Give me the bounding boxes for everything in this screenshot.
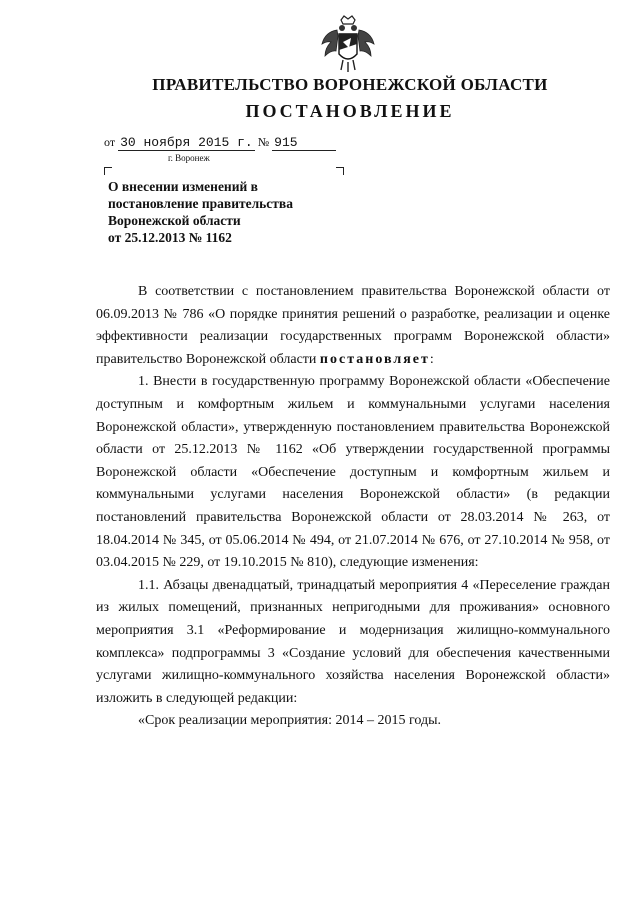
subject-line: от 25.12.2013 № 1162 (108, 230, 232, 245)
city-label: г. Воронеж (168, 153, 210, 163)
government-title: ПРАВИТЕЛЬСТВО ВОРОНЕЖСКОЙ ОБЛАСТИ (152, 75, 548, 94)
paragraph-item-1-1: 1.1. Абзацы двенадцатый, тринадцатый мероприятия 4 «Переселение граждан из жилых помещений, признанных непригодными для проживания» основного мероприятия 3.1 «Реформирование и модернизация жилищно-коммунального комплекса» подпрограммы 3 «Создание условий для обеспечения качественными услугами жилищно-коммунального хозяйства населения Воронежской области» изложить в следующей редакции: (96, 577, 610, 706)
document-body (96, 281, 610, 733)
subject-line: О внесении изменений в (108, 179, 258, 194)
preamble-colon: : (429, 351, 434, 367)
subject-corner-right (336, 167, 344, 175)
number-label: № (257, 135, 270, 149)
document-number: 915 (272, 135, 336, 151)
document-type-title: ПОСТАНОВЛЕНИЕ (245, 101, 455, 121)
date-number-line (104, 135, 336, 151)
paragraph-quote-start: «Срок реализации мероприятия: 2014 – 2015 годы. (138, 713, 442, 729)
paragraph-preamble (96, 281, 610, 371)
document-subject (108, 178, 348, 246)
document-date: 30 ноября 2015 г. (120, 135, 253, 150)
paragraph-item-1: 1. Внести в государственную программу Воронежской области «Обеспечение доступным и комфортным жильем и коммунальными услугами населения Воронежской области», утвержденную постановлением правительства Воронежской области от 25.12.2013 № 1162 «Об утверждении государственной программы Воронежской области «Обеспечение доступным и комфортным жильем и коммунальными услугами населения Воронежской области» (в редакции постановлений правительства Воронежской области от 28.03.2014 № 263, от 18.04.2014 № 345, от 05.06.2014 № 494, от 21.07.2014 № 676, от 27.10.2014 № 958, от 03.04.2015 № 229, от 19.10.2015 № 810), следующие изменения: (96, 374, 610, 571)
preamble-text: В соответствии с постановлением правительства Воронежской области от 06.09.2013 № 786 «О порядке принятия решений о разработке, реализации и оценке эффективности реализации государственных программ Воронежской области» правительство Воронежской области (96, 284, 610, 367)
resolves-word: постановляет (319, 351, 430, 367)
subject-corner-left (104, 167, 112, 175)
subject-line: постановление правительства (108, 196, 293, 211)
subject-line: Воронежской области (108, 213, 241, 228)
coat-of-arms-emblem (319, 14, 377, 76)
from-label: от (104, 135, 116, 149)
